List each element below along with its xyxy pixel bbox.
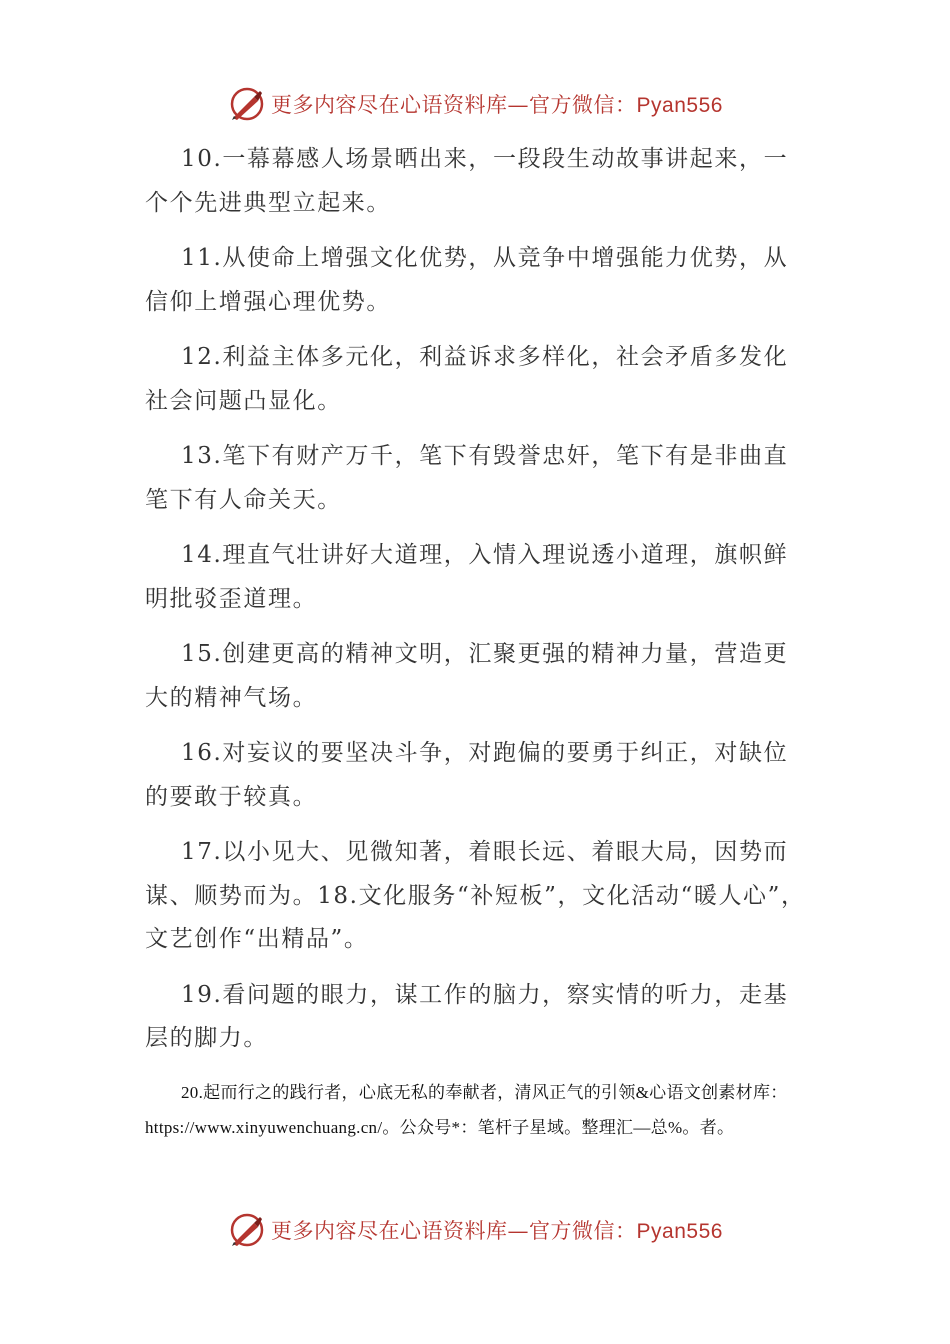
header-banner (0, 82, 950, 126)
paragraph-20: 20.起而行之的践行者，心底无私的奉献者，清风正气的引领&心语文创素材库：https://www.xinyuwenchuang.cn/。公众号*：笔杆子星域。整理汇—总%。者。 (145, 1082, 788, 1137)
banner-wechat-id: Pyan556 (636, 94, 723, 117)
paragraph-16: 16.对妄议的要坚决斗争，对跑偏的要勇于纠正，对缺位的要敢于较真。 (145, 740, 789, 810)
banner-wechat-id: Pyan556 (636, 1220, 723, 1243)
document-body (145, 138, 810, 1157)
banner-prefix: 更多内容尽在心语资料库—官方微信： (271, 93, 637, 117)
banner-text (271, 1215, 723, 1245)
paragraph-15: 15.创建更高的精神文明，汇聚更强的精神力量，营造更大的精神气场。 (145, 641, 789, 711)
pen-logo-icon (227, 1210, 267, 1250)
banner-text (271, 89, 723, 119)
paragraph-10: 10.一幕幕感人场景晒出来，一段段生动故事讲起来，一个个先进典型立起来。 (145, 146, 789, 216)
footer-banner (0, 1208, 950, 1252)
paragraph-14: 14.理直气壮讲好大道理，入情入理说透小道理，旗帜鲜明批驳歪道理。 (145, 542, 789, 612)
paragraph-19: 19.看问题的眼力，谋工作的脑力，察实情的听力，走基层的脚力。 (145, 981, 789, 1051)
pen-logo-icon (227, 84, 267, 124)
paragraph-12: 12.利益主体多元化，利益诉求多样化，社会矛盾多发化社会问题凸显化。 (145, 344, 789, 414)
banner-prefix: 更多内容尽在心语资料库—官方微信： (271, 1219, 637, 1243)
paragraph-11: 11.从使命上增强文化优势，从竞争中增强能力优势，从信仰上增强心理优势。 (145, 245, 789, 315)
paragraph-17-18: 17.以小见大、见微知著，着眼长远、着眼大局，因势而谋、顺势而为。18.文化服务“补短板”，文化活动“暖人心”，文艺创作“出精品”。 (145, 839, 806, 952)
paragraph-13: 13.笔下有财产万千，笔下有毁誉忠奸，笔下有是非曲直笔下有人命关天。 (145, 443, 789, 513)
